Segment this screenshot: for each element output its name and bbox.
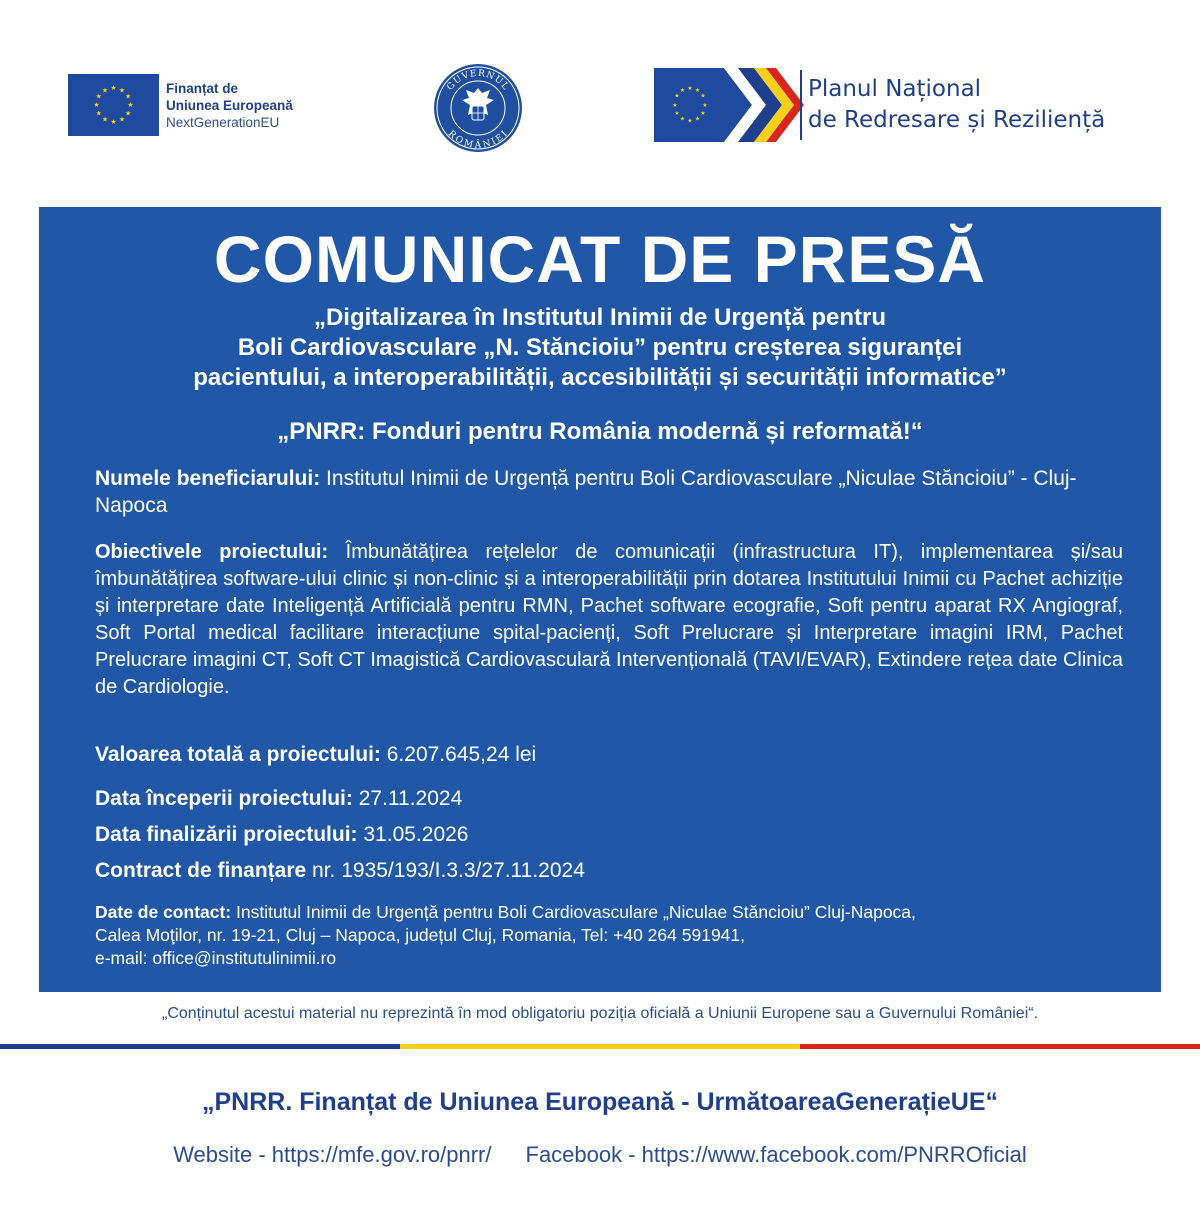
pnrr-title-line2: de Redresare și Reziliență: [808, 107, 1106, 133]
svg-text:★: ★: [679, 87, 686, 94]
footer-links: [0, 1142, 1200, 1168]
pnrr-divider: [800, 70, 802, 140]
beneficiary-value: Institutul Inimii de Urgență pentru Boli Cardiovasculare „Niculae Stăncioiu” - Cluj-Napoca: [95, 467, 1077, 517]
svg-text:★: ★: [687, 117, 693, 125]
svg-text:★: ★: [702, 102, 708, 109]
contact-info: [95, 901, 1123, 970]
beneficiary-info: [95, 465, 1123, 519]
svg-text:★: ★: [101, 115, 109, 124]
footer-slogan: „PNRR. Finanțat de Uniunea Europeană - UrmătoareaGenerațieUE“: [201, 1088, 998, 1116]
svg-text:★: ★: [110, 118, 117, 126]
contact-line2: Calea Moţilor, nr. 19-21, Cluj – Napoca, județul Cluj, Romania, Tel: +40 264 591941,: [95, 925, 746, 945]
svg-text:★: ★: [95, 109, 102, 118]
objectives-info: [95, 539, 1123, 701]
pnrr-title-line1: Planul Național: [808, 76, 982, 102]
svg-text:★: ★: [127, 101, 134, 109]
contact-line1: Institutul Inimii de Urgență pentru Boli Cardiovasculare „Niculae Stăncioiu” Cluj-Napoca,: [231, 902, 916, 922]
project-title-line2: Boli Cardiovasculare „N. Stăncioiu” pentru creșterea siguranței: [237, 334, 963, 361]
eu-logo-line2: Uniunea Europeană: [166, 98, 293, 113]
svg-text:★: ★: [700, 110, 706, 117]
pnrr-arrow-icon: [654, 66, 804, 144]
svg-text:★: ★: [93, 101, 100, 109]
svg-text:★: ★: [101, 86, 109, 95]
pnrr-logo: [654, 66, 1134, 144]
gov-bottom-text: ROMÂNIEI: [445, 128, 511, 151]
project-title-line3: pacientului, a interoperabilității, accesibilității și securității informatice”: [193, 364, 1007, 391]
objectives-value: Îmbunătățirea rețelelor de comunicații (infrastructura IT), implementarea și/sau îmbunătățirea software-ului clinic și non-clinic și a interoperabilității prin dotarea Institutului Inimii cu Pachet achiziție și interpretare date Inteligență Artificială pentru RMN, Pachet software ecografie, Soft pentru aparat RX Angiograf, Soft Portal medical facilitare interacțiune spital-pacienți, Soft Prelucrare și Interpretare imagini IRM, Pachet Prelucrare imagini CT, Soft CT Imagistică Cardiovasculară Intervențională (TAVI/EVAR), Extindere rețea date Clinica de Cardiologie.: [95, 541, 1123, 698]
eu-stars-icon: [68, 74, 159, 136]
end-date-info: [95, 821, 1123, 848]
facebook-link[interactable]: Facebook - https://www.facebook.com/PNRROficial: [525, 1142, 1027, 1167]
coat-of-arms-icon: [432, 62, 524, 154]
svg-text:★: ★: [700, 92, 706, 100]
contact-label: Date de contact:: [95, 902, 232, 922]
svg-text:★: ★: [125, 109, 132, 118]
eu-flag-icon: [68, 74, 159, 136]
press-release-box: [39, 207, 1161, 992]
flag-stripe-blue: [0, 1044, 400, 1049]
total-value-info: [95, 741, 1123, 768]
end-date-label: Data finalizării proiectului:: [95, 823, 358, 846]
svg-text:★: ★: [679, 115, 686, 123]
start-date-value: 27.11.2024: [352, 787, 463, 810]
eu-logo-line1: Finanțat de: [166, 81, 239, 96]
svg-text:★: ★: [118, 86, 126, 95]
end-date-value: 31.05.2026: [357, 823, 469, 846]
contact-email[interactable]: e-mail: office@institutulinimii.ro: [95, 948, 337, 968]
project-title: [39, 303, 1161, 393]
total-value-amount: 6.207.645,24 lei: [380, 743, 537, 766]
contract-value: nr. 1935/193/I.3.3/27.11.2024: [306, 859, 585, 882]
flag-stripe-red: [800, 1044, 1200, 1049]
start-date-info: [95, 785, 1123, 812]
total-value-label: Valoarea totală a proiectului:: [95, 743, 381, 766]
svg-text:★: ★: [687, 85, 693, 92]
svg-text:★: ★: [95, 92, 102, 101]
gov-top-text: GUVERNUL: [445, 68, 511, 93]
project-title-line1: „Digitalizarea în Institutul Inimii de Urgență pentru: [313, 304, 887, 331]
svg-text:★: ★: [672, 102, 678, 109]
eu-logo-line3: NextGenerationEU: [166, 115, 280, 130]
svg-text:★: ★: [694, 87, 701, 94]
svg-text:★: ★: [110, 84, 117, 92]
svg-text:★: ★: [694, 115, 701, 123]
svg-text:★: ★: [125, 92, 132, 101]
contract-label: Contract de finanțare: [95, 859, 307, 882]
svg-text:★: ★: [118, 115, 126, 124]
svg-text:★: ★: [674, 92, 680, 100]
government-seal-logo: [432, 62, 524, 154]
eu-funding-logo: [68, 74, 318, 136]
pnrr-slogan: „PNRR: Fonduri pentru România modernă și reformată!“: [277, 418, 923, 445]
beneficiary-label: Numele beneficiarului:: [95, 467, 321, 490]
flag-stripe-yellow: [400, 1044, 800, 1049]
contract-info: [95, 857, 1123, 884]
objectives-label: Obiectivele proiectului:: [95, 541, 329, 563]
press-release-title: COMUNICAT DE PRESĂ: [213, 222, 987, 296]
svg-text:★: ★: [674, 110, 680, 117]
website-link[interactable]: Website - https://mfe.gov.ro/pnrr/: [173, 1142, 492, 1167]
disclaimer-text: „Conținutul acestui material nu reprezintă în mod obligatoriu poziția oficială a Uniunii Europene sau a Guvernului României“.: [161, 1005, 1039, 1022]
start-date-label: Data începerii proiectului:: [95, 787, 353, 810]
